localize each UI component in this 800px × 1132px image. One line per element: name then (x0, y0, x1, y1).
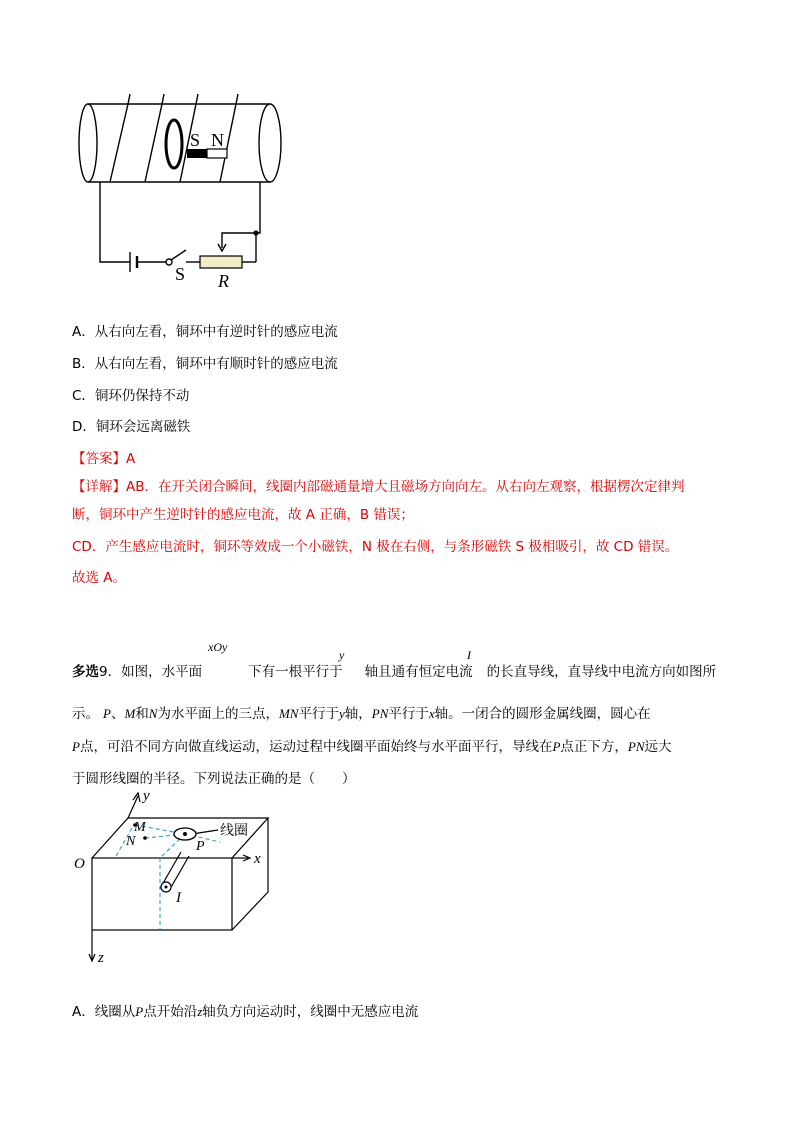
axis-x-label: x (254, 851, 261, 867)
q8-option-d: D．铜环会远离磁铁 (72, 419, 191, 435)
origin-o-label: O (74, 856, 85, 872)
q8-detail-line4: 故选 A。 (72, 570, 127, 586)
switch-label: S (175, 264, 186, 284)
figure-solenoid-circuit (70, 90, 300, 295)
point-p-label: P (196, 839, 205, 854)
axis-z-label: z (98, 950, 104, 966)
sym-xoy: xOy (208, 640, 228, 654)
figure-box-wire-coil (70, 790, 280, 970)
magnet-s-label: S (190, 130, 201, 150)
resistor-label: R (218, 271, 229, 291)
q8-answer: 【答案】A (72, 451, 136, 467)
q9-line4: 于圆形线圈的半径。下列说法正确的是（ ） (72, 771, 356, 787)
coil-label: 线圈 (220, 823, 248, 839)
axis-y-label: y (143, 790, 150, 804)
q8-detail-line1: 【详解】AB．在开关闭合瞬间，线圈内部磁通量增大且磁场方向向左。从右向左观察，根据楞次定律判 (72, 479, 685, 495)
sym-y: y (339, 648, 345, 662)
sym-i: I (467, 648, 471, 662)
q9-line3: P点，可沿不同方向做直线运动，运动过程中线圈平面始终与水平面平行，导线在P点正下方，PN远大 (72, 739, 672, 755)
point-m-label: M (134, 820, 146, 835)
current-i-label: I (176, 890, 181, 906)
q8-option-c: C．铜环仍保持不动 (72, 388, 190, 404)
q8-option-a: A．从右向左看，铜环中有逆时针的感应电流 (72, 324, 338, 340)
magnet-n-label: N (211, 130, 224, 150)
q8-detail-line3: CD．产生感应电流时，铜环等效成一个小磁铁，N 极在右侧，与条形磁铁 S 极相吸引，故 CD 错误。 (72, 539, 679, 555)
q9-line1: 多选9．如图，水平面 下有一根平行于 轴且通有恒定电流 的长直导线，直导线中电流方向如图所 (72, 664, 717, 680)
q9-tag: 多选 (72, 664, 99, 680)
q9-line2: 示。 P、M和N为水平面上的三点，MN平行于y轴，PN平行于x轴。一闭合的圆形金属线圈，圆心在 (72, 706, 651, 722)
q9-option-a: A．线圈从P点开始沿z轴负方向运动时，线圈中无感应电流 (72, 1004, 419, 1020)
q8-detail-line2: 断，铜环中产生逆时针的感应电流，故 A 正确，B 错误； (72, 507, 414, 523)
point-n-label: N (126, 834, 136, 849)
q8-option-b: B．从右向左看，铜环中有顺时针的感应电流 (72, 356, 338, 372)
